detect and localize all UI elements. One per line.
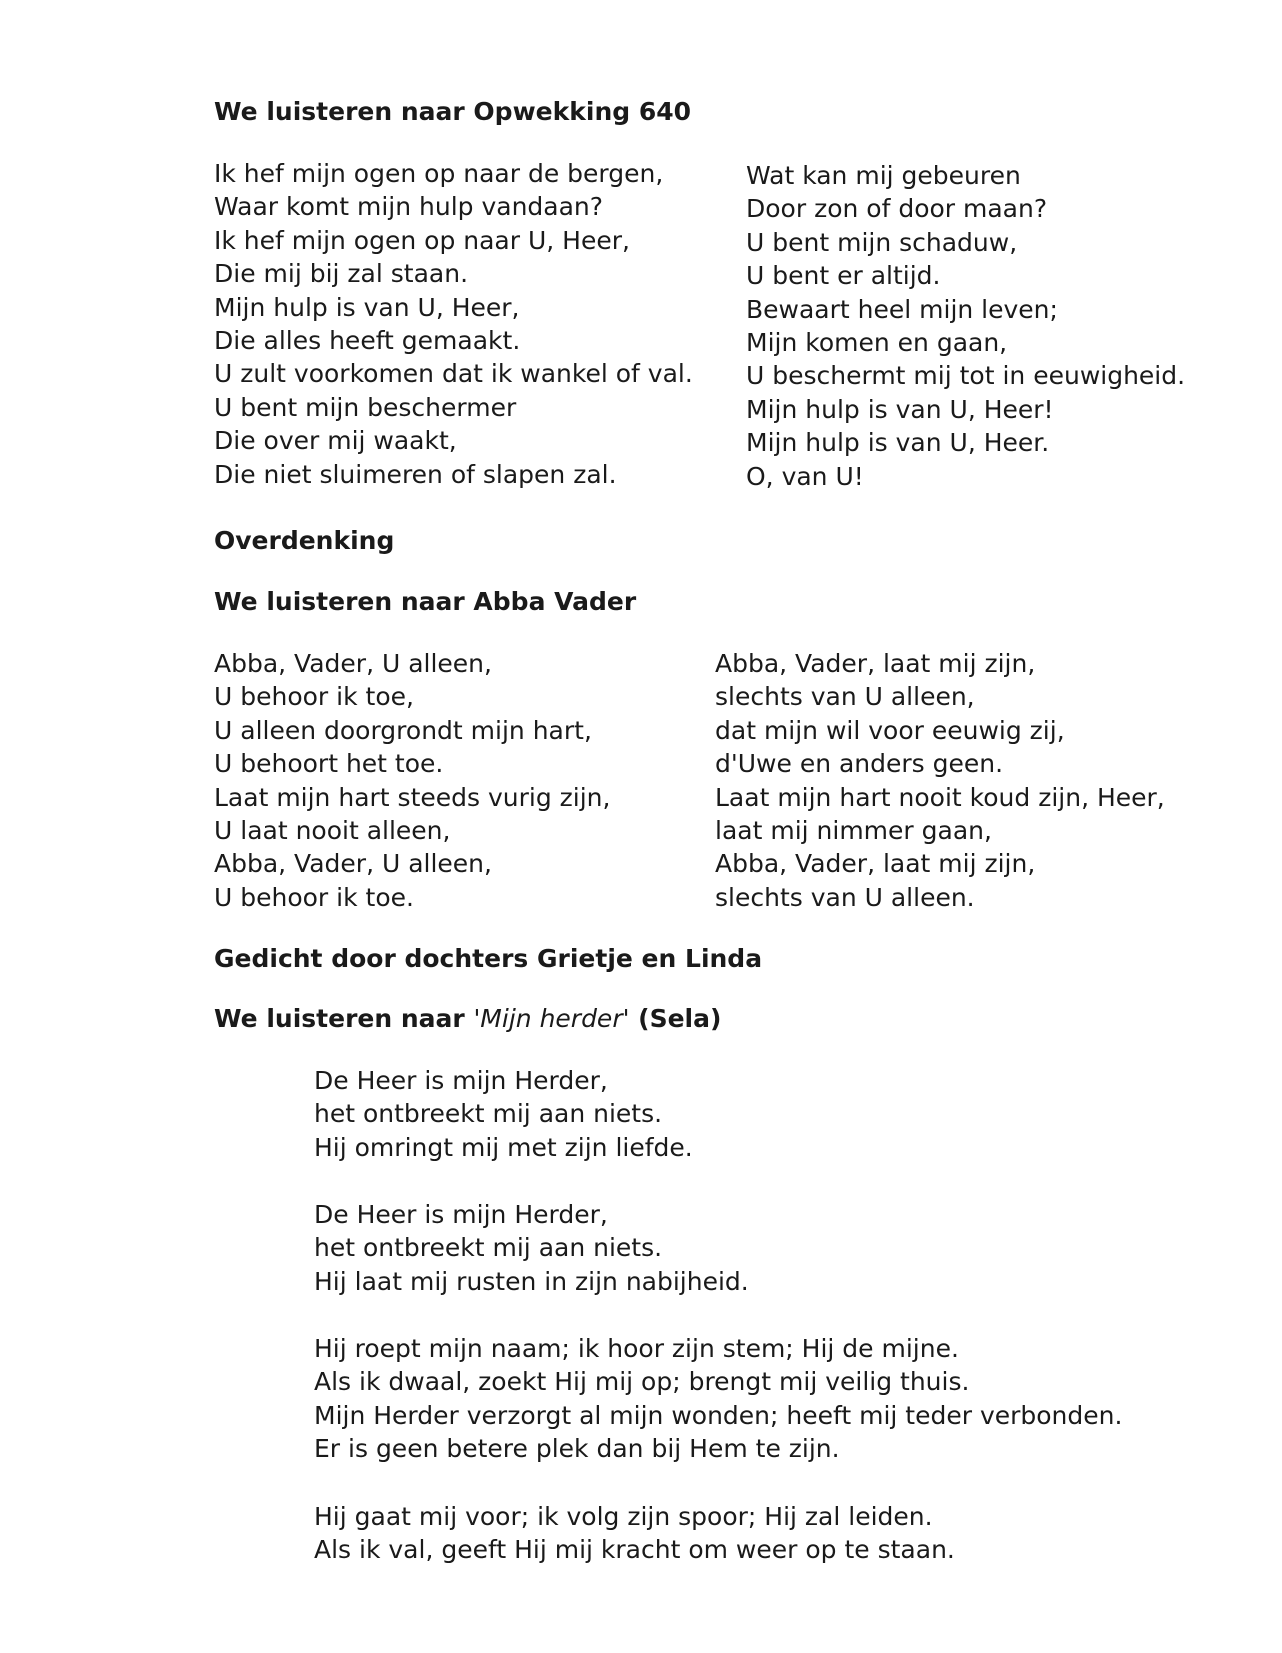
- lyric-line: Waar komt mijn hulp vandaan?: [214, 192, 604, 222]
- lyric-line: Abba, Vader, U alleen,: [214, 649, 492, 678]
- lyric-line: Mijn hulp is van U, Heer,: [214, 292, 520, 322]
- abba-right-column: [715, 647, 1165, 914]
- lyric-line: slechts van U alleen.: [715, 882, 975, 912]
- lyric-line: Wat kan mij gebeuren: [746, 161, 1021, 190]
- heading-mijn-herder: [214, 1004, 721, 1034]
- abba-left-column: [214, 647, 610, 914]
- lyric-line: U behoor ik toe.: [214, 882, 414, 912]
- lyric-line: Mijn komen en gaan,: [746, 327, 1008, 357]
- lyric-line: Door zon of door maan?: [746, 194, 1048, 224]
- lyric-line: U laat nooit alleen,: [214, 815, 451, 845]
- lyric-line: het ontbreekt mij aan niets.: [314, 1233, 663, 1263]
- lyric-line: U behoor ik toe,: [214, 682, 414, 712]
- heading-gedicht: Gedicht door dochters Grietje en Linda: [214, 944, 763, 973]
- lyric-line: Die niet sluimeren of slapen zal.: [214, 459, 617, 489]
- heading-abba-vader: We luisteren naar Abba Vader: [214, 587, 637, 616]
- lyric-line: Hij omringt mij met zijn liefde.: [314, 1132, 693, 1162]
- lyric-line: U bent mijn schaduw,: [746, 227, 1018, 257]
- lyric-line: U alleen doorgrondt mijn hart,: [214, 715, 592, 745]
- opwekking-right-column: [746, 159, 1185, 493]
- lyric-line: Als ik val, geeft Hij mij kracht om weer op te staan.: [314, 1535, 955, 1565]
- lyric-line: Hij laat mij rusten in zijn nabijheid.: [314, 1266, 749, 1296]
- heading-suffix: (Sela): [629, 1004, 722, 1033]
- herder-stanza-1: [314, 1064, 693, 1164]
- lyric-line: Abba, Vader, U alleen,: [214, 849, 492, 879]
- herder-stanza-4: [314, 1500, 955, 1567]
- lyric-line: Er is geen betere plek dan bij Hem te zijn.: [314, 1434, 840, 1464]
- heading-prefix: We luisteren naar: [214, 1004, 474, 1033]
- lyric-line: het ontbreekt mij aan niets.: [314, 1099, 663, 1129]
- lyric-line: De Heer is mijn Herder,: [314, 1066, 608, 1095]
- lyric-line: dat mijn wil voor eeuwig zij,: [715, 715, 1065, 745]
- song-title: 'Mijn herder': [473, 1004, 630, 1033]
- lyric-line: De Heer is mijn Herder,: [314, 1200, 608, 1229]
- lyric-line: Hij roept mijn naam; ik hoor zijn stem; Hij de mijne.: [314, 1334, 959, 1363]
- lyric-line: laat mij nimmer gaan,: [715, 815, 992, 845]
- lyric-line: Ik hef mijn ogen op naar U, Heer,: [214, 225, 630, 255]
- lyric-line: U bent er altijd.: [746, 261, 941, 291]
- herder-stanza-3: [314, 1332, 1122, 1466]
- lyric-line: U zult voorkomen dat ik wankel of val.: [214, 359, 693, 389]
- lyric-line: Laat mijn hart steeds vurig zijn,: [214, 782, 611, 812]
- lyric-line: Abba, Vader, laat mij zijn,: [715, 849, 1036, 879]
- lyric-line: U beschermt mij tot in eeuwigheid.: [746, 361, 1186, 391]
- opwekking-left-column: [214, 157, 693, 491]
- lyric-line: U bent mijn beschermer: [214, 392, 517, 422]
- lyric-line: Mijn hulp is van U, Heer.: [746, 428, 1050, 458]
- lyric-line: d'Uwe en anders geen.: [715, 749, 1004, 779]
- lyric-line: U behoort het toe.: [214, 749, 444, 779]
- lyric-line: slechts van U alleen,: [715, 682, 975, 712]
- lyric-line: Bewaart heel mijn leven;: [746, 294, 1058, 324]
- lyric-line: Die over mij waakt,: [214, 426, 457, 456]
- lyric-line: Die mij bij zal staan.: [214, 259, 469, 289]
- lyric-line: Hij gaat mij voor; ik volg zijn spoor; Hij zal leiden.: [314, 1502, 933, 1531]
- lyric-line: Abba, Vader, laat mij zijn,: [715, 649, 1036, 678]
- herder-stanza-2: [314, 1198, 749, 1298]
- lyric-line: Mijn Herder verzorgt al mijn wonden; heeft mij teder verbonden.: [314, 1400, 1123, 1430]
- heading-overdenking: Overdenking: [214, 526, 395, 555]
- heading-opwekking: We luisteren naar Opwekking 640: [214, 97, 692, 126]
- lyric-line: Als ik dwaal, zoekt Hij mij op; brengt mij veilig thuis.: [314, 1367, 970, 1397]
- lyric-line: Mijn hulp is van U, Heer!: [746, 394, 1054, 424]
- lyric-line: Ik hef mijn ogen op naar de bergen,: [214, 159, 664, 188]
- lyric-line: O, van U!: [746, 461, 864, 491]
- lyric-line: Laat mijn hart nooit koud zijn, Heer,: [715, 782, 1165, 812]
- lyric-line: Die alles heeft gemaakt.: [214, 325, 521, 355]
